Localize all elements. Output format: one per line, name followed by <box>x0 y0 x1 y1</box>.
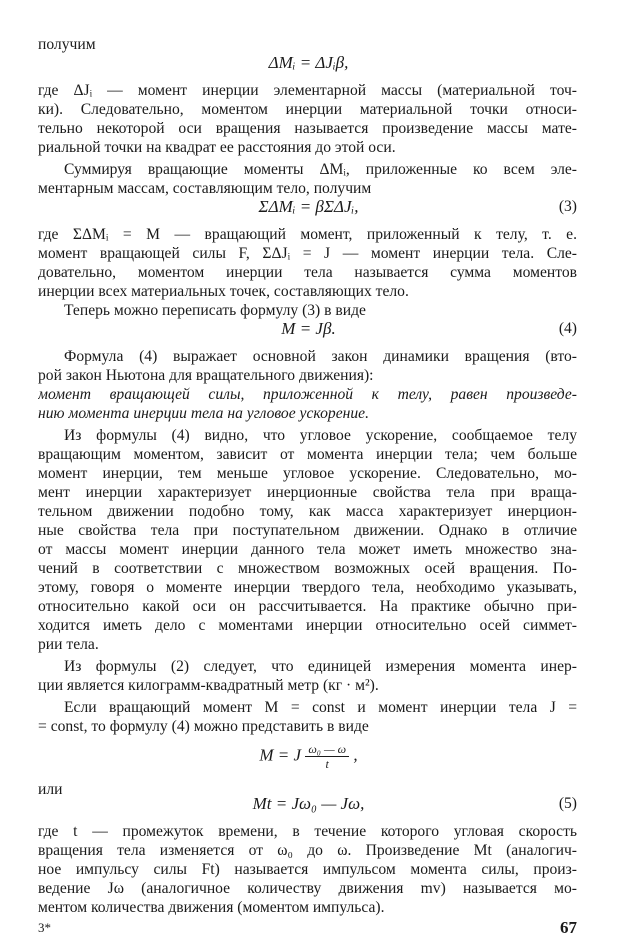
text-line: где ΣΔMᵢ = M — вращающий момент, приложенный к телу, т. е. <box>38 226 577 243</box>
text-line: получим <box>38 36 96 53</box>
text-line: момент вращающей силы F, ΣΔJᵢ = J — момент инерции тела. Сле- <box>38 245 577 262</box>
text-line: от массы момент инерции данного тела может иметь множество зна- <box>38 541 577 558</box>
fraction-numerator: ω₀ — ω <box>305 742 349 757</box>
text-line: Суммируя вращающие моменты ΔMᵢ, приложенные ко всем эле- <box>64 161 577 178</box>
text-line: Из формулы (4) видно, что угловое ускорение, сообщаемое телу <box>64 427 577 444</box>
equation-5-body: Mt = Jω₀ — Jω, <box>252 794 365 813</box>
equation-delta-m: ΔMᵢ = ΔJᵢβ, <box>268 53 349 72</box>
text-line: вращения тела изменяется от ω₀ до ω. Произведение Mt (аналогич- <box>38 842 577 859</box>
text-line: рии тела. <box>38 636 99 653</box>
text-line: ные свойства тела при поступательном движении. Однако в отличие <box>38 522 577 539</box>
text-line: этому, говоря о моменте инерции твердого тела, необходимо указывать, <box>38 579 577 596</box>
text-line: мент инерции характеризует инерционные свойства тела при враща- <box>38 484 577 501</box>
equation-fraction <box>0 742 617 771</box>
text-line: инерции всех материальных точек, составляющих тело. <box>38 283 409 300</box>
text-line: нию момента инерции тела на угловое ускорение. <box>38 405 369 422</box>
equation-4-number: (4) <box>558 320 577 337</box>
fraction <box>305 742 349 771</box>
text-line: = const, то формулу (4) можно представить в виде <box>38 718 369 735</box>
text-line: относительно какой оси он рассчитывается. На практике обычно при- <box>38 598 577 615</box>
text-line: ходится иметь дело с моментами инерции относительно осей симмет- <box>38 617 577 634</box>
text-line: рой закон Ньютона для вращательного движения): <box>38 367 374 384</box>
signature-mark: 3* <box>38 920 51 935</box>
text-line: момент вращающей силы, приложенной к телу, равен произведе- <box>38 386 577 403</box>
text-line: где t — промежуток времени, в течение которого угловая скорость <box>38 823 577 840</box>
equation-3-number: (3) <box>558 198 577 215</box>
text-line: или <box>38 781 63 798</box>
equation-3-body: ΣΔMᵢ = βΣΔJᵢ, <box>258 197 359 216</box>
text-line: ции является килограмм-квадратный метр (кг · м²). <box>38 677 379 694</box>
fraction-tail: , <box>353 745 358 765</box>
text-line: ки). Следовательно, моментом инерции материальной точки относи- <box>38 101 577 118</box>
text-line: Теперь можно переписать формулу (3) в виде <box>64 302 366 319</box>
text-line: момент инерции, тем меньше угловое ускорение. Следовательно, мо- <box>38 465 577 482</box>
text-line: чений в соответствии с множеством возможных осей вращения. По- <box>38 560 577 577</box>
text-line: тельном движении подобно тому, как масса характеризует инерцион- <box>38 503 577 520</box>
text-line: вращающим моментом, зависит от момента инерции тела; чем больше <box>38 446 577 463</box>
page-number: 67 <box>560 918 577 937</box>
fraction-denominator: t <box>325 757 329 771</box>
equation-4 <box>0 318 617 340</box>
text-line: довательно, моментом инерции тела называется сумма моментов <box>38 264 577 281</box>
text-line: ментарным массам, составляющим тело, получим <box>38 180 372 197</box>
text-line: Если вращающий момент M = const и момент инерции тела J = <box>64 699 577 716</box>
text-line: тельно некоторой оси вращения называется произведение массы мате- <box>38 120 577 137</box>
text-line: Формула (4) выражает основной закон динамики вращения (вто- <box>64 348 577 365</box>
text-line: Из формулы (2) следует, что единицей измерения момента инер- <box>64 658 577 675</box>
text-line: ментом количества движения (моментом импульса). <box>38 899 385 916</box>
equation-4-body: M = Jβ. <box>281 319 336 338</box>
equation-5 <box>0 793 617 815</box>
text-line: где ΔJᵢ — момент инерции элементарной массы (материальной точ- <box>38 82 577 99</box>
text-line: риальной точки на квадрат ее расстояния до этой оси. <box>38 139 396 156</box>
text-line: ведение Jω (аналогичное количеству движения mv) называется мо- <box>38 880 577 897</box>
fraction-lhs: M = J <box>259 745 302 765</box>
text-line: ное импульсу силы Ft) называется импульсом момента силы, произ- <box>38 861 577 878</box>
equation-3 <box>0 196 617 218</box>
equation-5-number: (5) <box>558 795 577 812</box>
